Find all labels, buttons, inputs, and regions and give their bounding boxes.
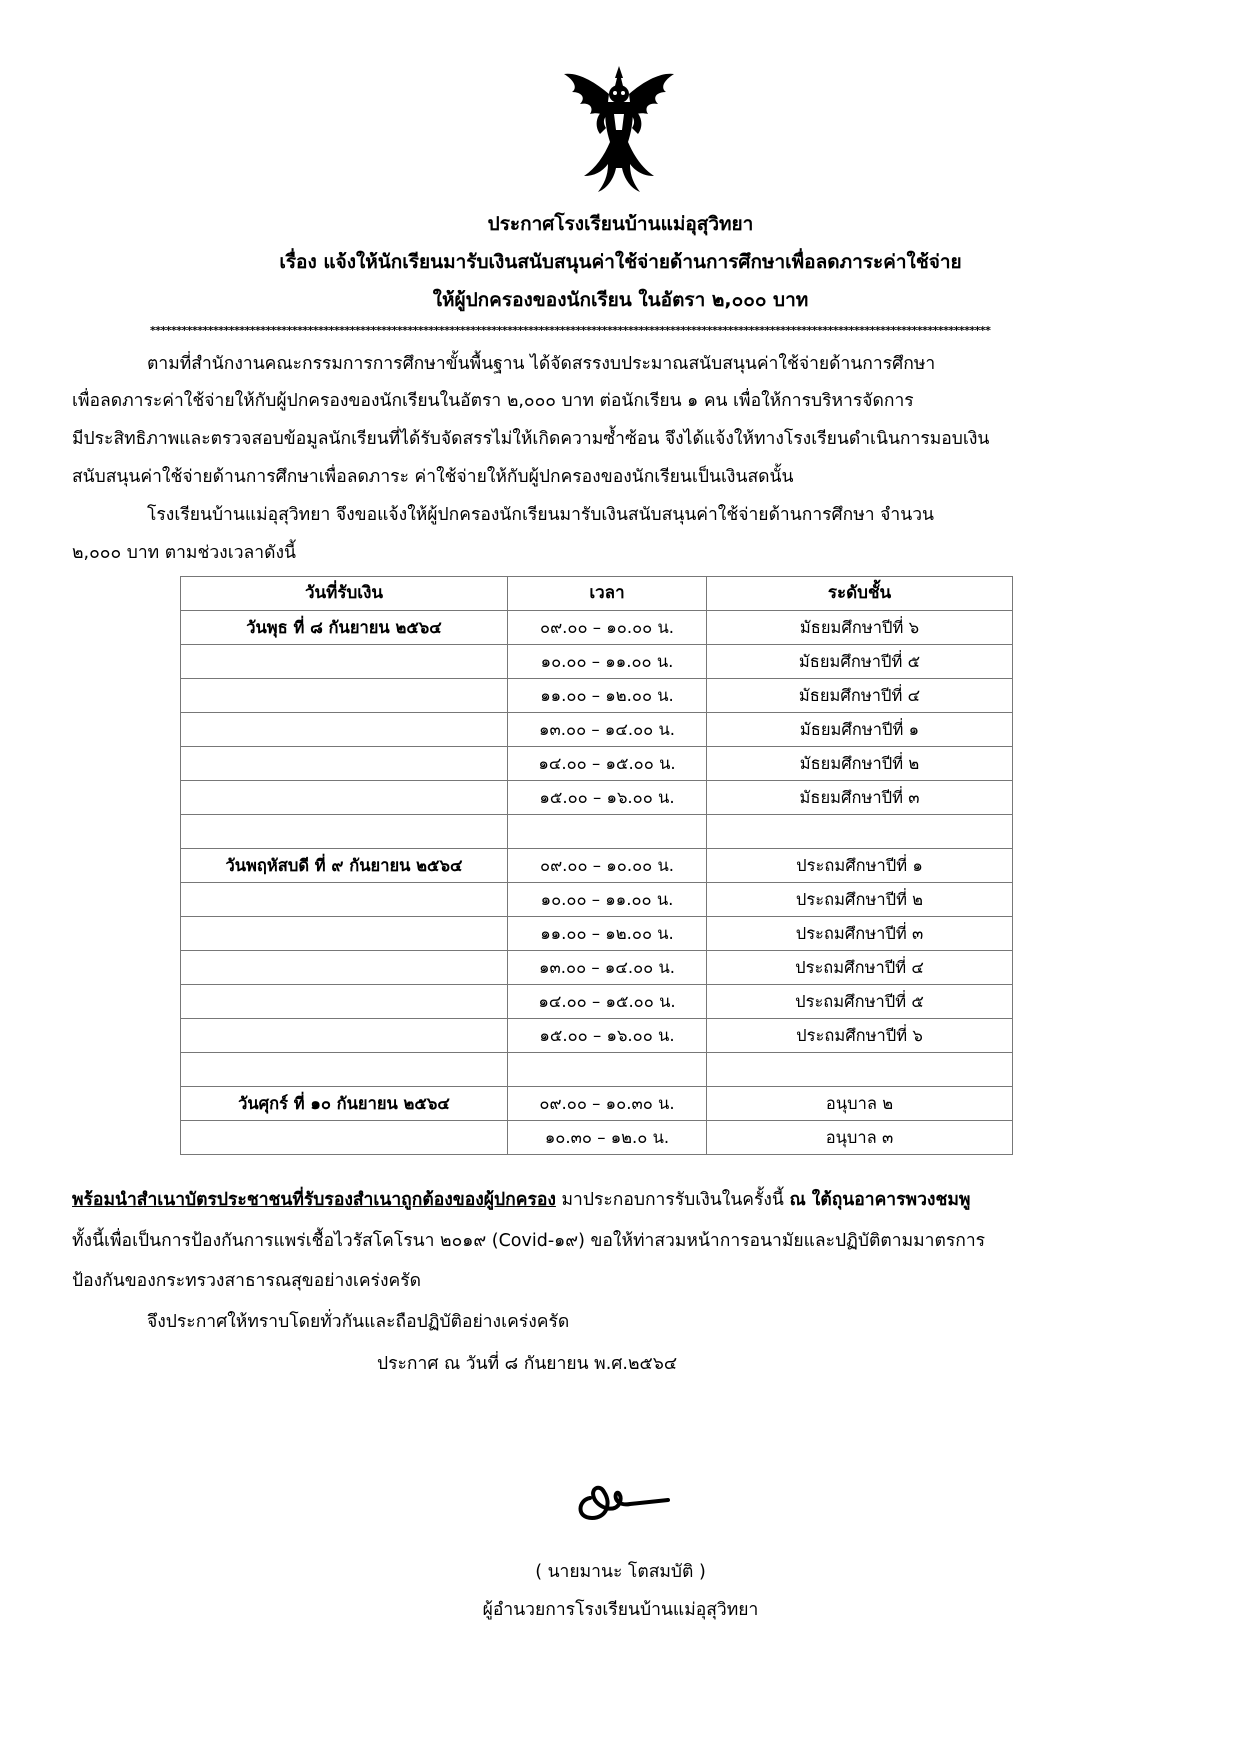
row-grade xyxy=(707,815,1013,849)
id-card-requirement: พร้อมนำสำเนาบัตรประชาชนที่รับรองสำเนาถูกต้องของผู้ปกครอง xyxy=(72,1190,556,1210)
table-header-row xyxy=(181,577,1013,611)
row-time: ๑๓.๐๐ – ๑๔.๐๐ น. xyxy=(508,951,707,985)
row-date xyxy=(181,645,508,679)
row-date xyxy=(181,815,508,849)
table-row xyxy=(181,951,1013,985)
table-row xyxy=(181,985,1013,1019)
table-row xyxy=(181,747,1013,781)
row-date: วันพุธ ที่ ๘ กันยายน ๒๕๖๔ xyxy=(181,611,508,645)
row-grade: มัธยมศึกษาปีที่ ๒ xyxy=(707,747,1013,781)
row-grade: ประถมศึกษาปีที่ ๑ xyxy=(707,849,1013,883)
table-row xyxy=(181,917,1013,951)
row-date xyxy=(181,917,508,951)
row-date xyxy=(181,1053,508,1087)
row-date xyxy=(181,747,508,781)
table-row xyxy=(181,1019,1013,1053)
row-time: ๑๕.๐๐ – ๑๖.๐๐ น. xyxy=(508,781,707,815)
row-time: ๐๙.๐๐ – ๑๐.๐๐ น. xyxy=(508,611,707,645)
header-time: เวลา xyxy=(508,577,707,611)
row-date xyxy=(181,1121,508,1155)
signatory-position: ผู้อำนวยการโรงเรียนบ้านแม่อุสุวิทยา xyxy=(482,1600,759,1620)
row-grade: มัธยมศึกษาปีที่ ๑ xyxy=(707,713,1013,747)
row-time: ๑๑.๐๐ – ๑๒.๐๐ น. xyxy=(508,679,707,713)
row-date: วันพฤหัสบดี ที่ ๙ กันยายน ๒๕๖๔ xyxy=(181,849,508,883)
header-date: วันที่รับเงิน xyxy=(181,577,508,611)
garuda-emblem-icon xyxy=(560,64,678,194)
closing-text: จึงประกาศให้ทราบโดยทั่วกันและถือปฏิบัติอย่างเคร่งครัด xyxy=(147,1312,570,1332)
table-row xyxy=(181,611,1013,645)
table-row xyxy=(181,1053,1013,1087)
signatory-name: ( นายมานะ โตสมบัติ ) xyxy=(535,1562,706,1582)
row-time: ๑๐.๓๐ – ๑๒.๐ น. xyxy=(508,1121,707,1155)
row-time: ๑๕.๐๐ – ๑๖.๐๐ น. xyxy=(508,1019,707,1053)
signature-mark xyxy=(560,1470,680,1530)
row-date xyxy=(181,985,508,1019)
announcement-subject: เรื่อง แจ้งให้นักเรียนมารับเงินสนับสนุนค่าใช้จ่ายด้านการศึกษาเพื่อลดภาระค่าใช้จ่าย xyxy=(279,251,962,273)
row-time: ๑๐.๐๐ – ๑๑.๐๐ น. xyxy=(508,645,707,679)
row-time: ๑๔.๐๐ – ๑๕.๐๐ น. xyxy=(508,985,707,1019)
row-date xyxy=(181,951,508,985)
table-row xyxy=(181,1121,1013,1155)
row-time xyxy=(508,1053,707,1087)
note-line-2: ทั้งนี้เพื่อเป็นการป้องกันการแพร่เชื้อไวรัสโคโรนา ๒๐๑๙ (Covid-๑๙) ขอให้ท่าสวมหน้าการอนามัยและปฏิบัติตามมาตรการ xyxy=(72,1231,986,1251)
row-date xyxy=(181,1019,508,1053)
paragraph-2-line-2: ๒,๐๐๐ บาท ตามช่วงเวลาดังนี้ xyxy=(72,543,296,563)
note-line-1 xyxy=(72,1188,1172,1212)
paragraph-1-line-2: เพื่อลดภาระค่าใช้จ่ายให้กับผู้ปกครองของนักเรียนในอัตรา ๒,๐๐๐ บาท ต่อนักเรียน ๑ คน เพื่อให้การบริหารจัดการ xyxy=(72,391,914,411)
table-row xyxy=(181,1087,1013,1121)
row-time: ๑๔.๐๐ – ๑๕.๐๐ น. xyxy=(508,747,707,781)
row-grade: ประถมศึกษาปีที่ ๕ xyxy=(707,985,1013,1019)
paragraph-2-line-1: โรงเรียนบ้านแม่อุสุวิทยา จึงขอแจ้งให้ผู้ปกครองนักเรียนมารับเงินสนับสนุนค่าใช้จ่ายด้านการศึกษา จำนวน xyxy=(147,505,935,525)
table-row xyxy=(181,645,1013,679)
row-grade: มัธยมศึกษาปีที่ ๖ xyxy=(707,611,1013,645)
row-time: ๐๙.๐๐ – ๑๐.๐๐ น. xyxy=(508,849,707,883)
row-time xyxy=(508,815,707,849)
table-row xyxy=(181,781,1013,815)
row-grade: ประถมศึกษาปีที่ ๓ xyxy=(707,917,1013,951)
row-time: ๐๙.๐๐ – ๑๐.๓๐ น. xyxy=(508,1087,707,1121)
row-date xyxy=(181,713,508,747)
row-grade: ประถมศึกษาปีที่ ๖ xyxy=(707,1019,1013,1053)
schedule-table xyxy=(180,576,1013,1155)
row-grade: อนุบาล ๒ xyxy=(707,1087,1013,1121)
row-grade: ประถมศึกษาปีที่ ๒ xyxy=(707,883,1013,917)
table-row xyxy=(181,849,1013,883)
table-row xyxy=(181,713,1013,747)
separator-line: **************************************************************************************************************************************************************** xyxy=(150,324,991,337)
note-line-1-middle: มาประกอบการรับเงินในครั้งนี้ xyxy=(555,1190,790,1210)
announcement-title: ประกาศโรงเรียนบ้านแม่อุสุวิทยา xyxy=(487,213,754,235)
row-time: ๑๑.๐๐ – ๑๒.๐๐ น. xyxy=(508,917,707,951)
location-text: ณ ใต้ถุนอาคารพวงชมพู xyxy=(789,1190,971,1210)
row-grade xyxy=(707,1053,1013,1087)
row-grade: อนุบาล ๓ xyxy=(707,1121,1013,1155)
row-date xyxy=(181,679,508,713)
row-date xyxy=(181,883,508,917)
row-date: วันศุกร์ ที่ ๑๐ กันยายน ๒๕๖๔ xyxy=(181,1087,508,1121)
announcement-date: ประกาศ ณ วันที่ ๘ กันยายน พ.ศ.๒๕๖๔ xyxy=(377,1354,678,1374)
paragraph-1-line-3: มีประสิทธิภาพและตรวจสอบข้อมูลนักเรียนที่ได้รับจัดสรรไม่ให้เกิดความซ้ำซ้อน จึงได้แจ้งให้ทางโรงเรียนดำเนินการมอบเงิน xyxy=(72,429,990,449)
table-row xyxy=(181,679,1013,713)
header-grade: ระดับชั้น xyxy=(707,577,1013,611)
row-grade: มัธยมศึกษาปีที่ ๓ xyxy=(707,781,1013,815)
row-grade: ประถมศึกษาปีที่ ๔ xyxy=(707,951,1013,985)
paragraph-1-line-1: ตามที่สำนักงานคณะกรรมการการศึกษาขั้นพื้นฐาน ได้จัดสรรงบประมาณสนับสนุนค่าใช้จ่ายด้านการศึกษา xyxy=(147,354,936,374)
table-row xyxy=(181,815,1013,849)
table-row xyxy=(181,883,1013,917)
row-time: ๑๐.๐๐ – ๑๑.๐๐ น. xyxy=(508,883,707,917)
note-line-3: ป้องกันของกระทรวงสาธารณสุขอย่างเคร่งครัด xyxy=(72,1271,421,1291)
paragraph-1-line-4: สนับสนุนค่าใช้จ่ายด้านการศึกษาเพื่อลดภาระ ค่าใช้จ่ายให้กับผู้ปกครองของนักเรียนเป็นเงินสดนั้น xyxy=(72,467,794,487)
announcement-subject-line2: ให้ผู้ปกครองของนักเรียน ในอัตรา ๒,๐๐๐ บาท xyxy=(432,289,809,311)
row-grade: มัธยมศึกษาปีที่ ๕ xyxy=(707,645,1013,679)
row-grade: มัธยมศึกษาปีที่ ๔ xyxy=(707,679,1013,713)
row-date xyxy=(181,781,508,815)
row-time: ๑๓.๐๐ – ๑๔.๐๐ น. xyxy=(508,713,707,747)
